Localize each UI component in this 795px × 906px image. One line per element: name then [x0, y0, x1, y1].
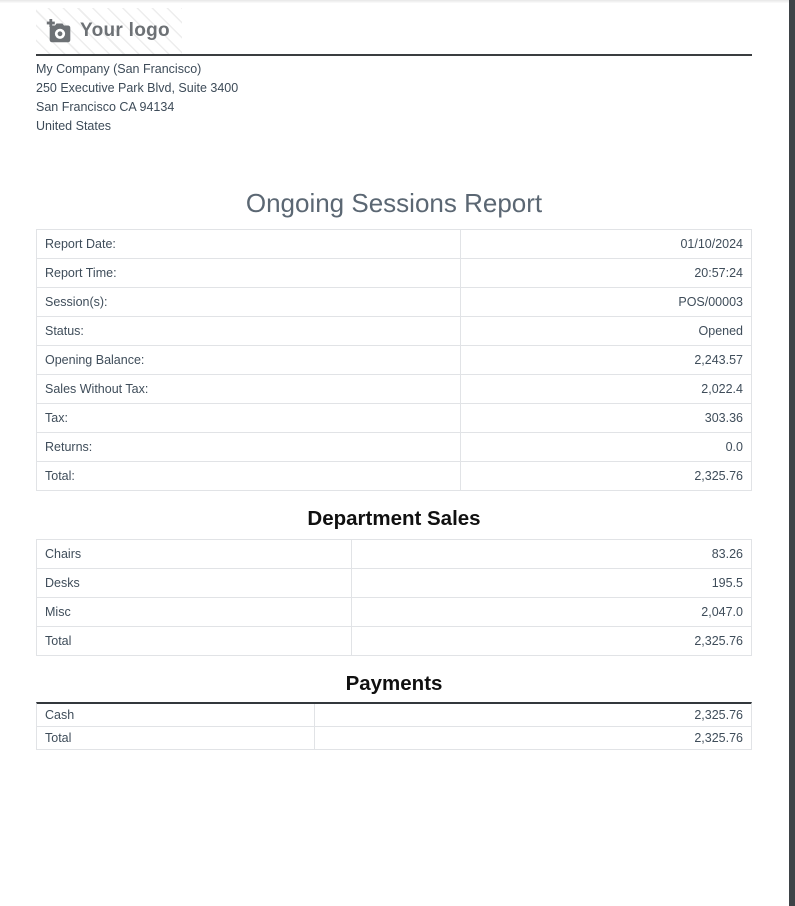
row-label: Misc: [37, 598, 352, 626]
table-row: [37, 259, 751, 288]
row-value: 2,325.76: [694, 731, 743, 745]
row-label: Total: [37, 727, 315, 749]
table-row: [37, 317, 751, 346]
address-line-street: 250 Executive Park Blvd, Suite 3400: [36, 81, 239, 95]
page-right-edge: [789, 0, 795, 906]
row-label: Tax:: [37, 404, 461, 432]
row-value: Opened: [698, 324, 743, 338]
table-row: [37, 404, 751, 433]
row-value: 195.5: [711, 576, 743, 590]
address-line-country: United States: [36, 119, 112, 133]
table-row: [37, 433, 751, 462]
table-row: [37, 288, 751, 317]
row-value: 20:57:24: [694, 266, 743, 280]
company-address: [36, 60, 752, 136]
table-row: [37, 540, 751, 569]
logo-label: Your logo: [80, 20, 170, 41]
company-logo-placeholder: [36, 8, 182, 54]
table-row: [37, 569, 751, 598]
row-label: Report Date:: [37, 230, 461, 258]
address-line-company: My Company (San Francisco): [36, 62, 202, 76]
department-sales-heading: Department Sales: [307, 507, 481, 530]
row-value: 2,325.76: [694, 634, 743, 648]
report-page: [36, 8, 752, 750]
row-value: 2,243.57: [694, 353, 743, 367]
row-label: Session(s):: [37, 288, 461, 316]
row-value: 83.26: [711, 547, 743, 561]
row-value: 2,022.4: [701, 382, 743, 396]
row-value: 2,325.76: [694, 469, 743, 483]
header-divider: [36, 54, 752, 56]
row-label: Opening Balance:: [37, 346, 461, 374]
row-value: 01/10/2024: [680, 237, 743, 251]
camera-plus-icon: [44, 19, 71, 43]
row-label: Desks: [37, 569, 352, 597]
page-top-edge: [0, 0, 795, 3]
row-label: Status:: [37, 317, 461, 345]
row-value: 0.0: [725, 440, 743, 454]
row-label: Chairs: [37, 540, 352, 568]
table-row: [37, 230, 751, 259]
row-value: 2,325.76: [694, 708, 743, 722]
table-row: [37, 727, 751, 749]
table-row: [37, 704, 751, 727]
row-value: 303.36: [704, 411, 743, 425]
table-row: [37, 462, 751, 490]
payments-heading: Payments: [345, 672, 443, 695]
row-value: 2,047.0: [701, 605, 743, 619]
row-label: Report Time:: [37, 259, 461, 287]
payments-table: [36, 702, 752, 750]
address-line-city: San Francisco CA 94134: [36, 100, 175, 114]
table-row: [37, 375, 751, 404]
row-label: Returns:: [37, 433, 461, 461]
department-sales-table: [36, 539, 752, 656]
table-row: [37, 598, 751, 627]
row-label: Cash: [37, 704, 315, 726]
table-row: [37, 627, 751, 655]
row-label: Sales Without Tax:: [37, 375, 461, 403]
row-value: POS/00003: [678, 295, 743, 309]
report-title: Ongoing Sessions Report: [245, 188, 543, 218]
table-row: [37, 346, 751, 375]
session-info-table: [36, 229, 752, 491]
row-label: Total: [37, 627, 352, 655]
row-label: Total:: [37, 462, 461, 490]
